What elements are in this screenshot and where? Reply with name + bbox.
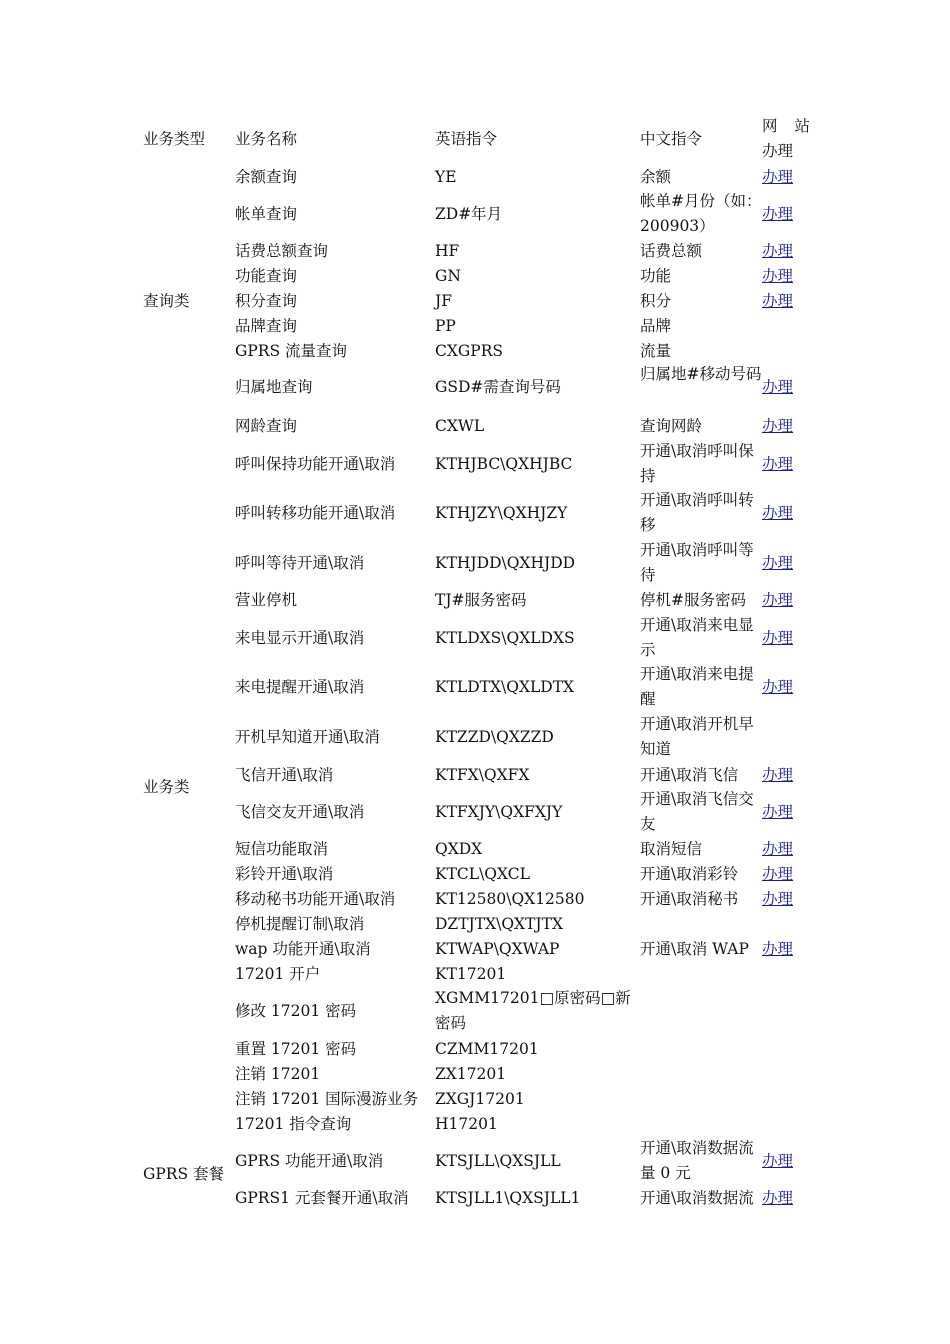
english-command: KTSJLL\QXSJLL <box>435 1152 561 1170</box>
english-command: PP <box>435 317 456 335</box>
handle-link[interactable]: 办理 <box>762 205 794 223</box>
chinese-command: 停机#服务密码 <box>640 591 746 609</box>
english-command: QXDX <box>435 840 483 858</box>
header-en: 英语指令 <box>435 130 498 148</box>
english-command: KTCL\QXCL <box>435 865 530 883</box>
header-cn: 中文指令 <box>640 130 703 148</box>
chinese-command: 话费总额 <box>640 242 703 260</box>
service-name: 积分查询 <box>235 292 298 310</box>
chinese-command: 查询网龄 <box>640 417 703 435</box>
handle-link[interactable]: 办理 <box>762 1189 794 1207</box>
english-command: YE <box>435 168 457 186</box>
chinese-command: 帐单#月份（如：200903） <box>640 192 762 235</box>
chinese-command: 开通\取消来电显示 <box>640 616 754 659</box>
handle-link[interactable]: 办理 <box>762 591 794 609</box>
category-label: GPRS 套餐 <box>143 1165 225 1183</box>
service-name: 彩铃开通\取消 <box>235 865 334 883</box>
service-name: GPRS 功能开通\取消 <box>235 1152 384 1170</box>
service-name: 帐单查询 <box>235 205 298 223</box>
handle-link[interactable]: 办理 <box>762 554 794 572</box>
service-name: 重置 17201 密码 <box>235 1040 357 1058</box>
chinese-command: 余额 <box>640 168 672 186</box>
chinese-command: 开通\取消来电提醒 <box>640 665 754 708</box>
service-name: 网龄查询 <box>235 417 298 435</box>
english-command: KT17201 <box>435 965 507 983</box>
chinese-command: 开通\取消彩铃 <box>640 865 739 883</box>
service-name: wap 功能开通\取消 <box>235 940 371 958</box>
service-name: 话费总额查询 <box>235 242 329 260</box>
chinese-command: 开通\取消数据流 <box>640 1189 754 1207</box>
english-command: KTHJBC\QXHJBC <box>435 455 573 473</box>
service-name: 来电提醒开通\取消 <box>235 678 365 696</box>
service-name: 注销 17201 国际漫游业务 <box>235 1090 419 1108</box>
header-web-line1: 网 站 <box>762 117 810 135</box>
service-name: 17201 开户 <box>235 965 321 983</box>
chinese-command: 开通\取消开机早知道 <box>640 715 754 758</box>
chinese-command: 取消短信 <box>640 840 703 858</box>
handle-link[interactable]: 办理 <box>762 890 794 908</box>
service-name: 注销 17201 <box>235 1065 321 1083</box>
english-command: TJ#服务密码 <box>435 591 527 609</box>
english-command: GSD#需查询号码 <box>435 378 561 396</box>
chinese-command: 开通\取消呼叫等待 <box>640 541 754 584</box>
handle-link[interactable]: 办理 <box>762 168 794 186</box>
chinese-command: 流量 <box>640 342 672 360</box>
category-label: 查询类 <box>143 292 190 310</box>
english-command: KTHJDD\QXHJDD <box>435 554 576 572</box>
service-name: 短信功能取消 <box>235 840 329 858</box>
category-label: 业务类 <box>143 778 190 796</box>
header-web <box>762 114 810 164</box>
english-command: KTFX\QXFX <box>435 766 530 784</box>
handle-link[interactable]: 办理 <box>762 455 794 473</box>
handle-link[interactable]: 办理 <box>762 292 794 310</box>
handle-link[interactable]: 办理 <box>762 766 794 784</box>
chinese-command: 开通\取消呼叫转移 <box>640 491 754 534</box>
service-name: GPRS 流量查询 <box>235 342 348 360</box>
english-command: H17201 <box>435 1115 498 1133</box>
header-web-line2: 办理 <box>762 142 794 160</box>
service-name: 呼叫等待开通\取消 <box>235 554 365 572</box>
header-name: 业务名称 <box>235 130 298 148</box>
handle-link[interactable]: 办理 <box>762 504 794 522</box>
handle-link[interactable]: 办理 <box>762 267 794 285</box>
handle-link[interactable]: 办理 <box>762 629 794 647</box>
chinese-command: 品牌 <box>640 317 672 335</box>
service-name: 来电显示开通\取消 <box>235 629 365 647</box>
service-name: 飞信交友开通\取消 <box>235 803 365 821</box>
chinese-command: 归属地#移动号码 <box>640 365 762 383</box>
service-name: 修改 17201 密码 <box>235 1002 357 1020</box>
english-command: XGMM17201□原密码□新密码 <box>435 989 631 1032</box>
service-name: 17201 指令查询 <box>235 1115 352 1133</box>
english-command: KTLDXS\QXLDXS <box>435 629 575 647</box>
english-command: ZD#年月 <box>435 205 503 223</box>
service-name: 呼叫保持功能开通\取消 <box>235 455 396 473</box>
chinese-command: 功能 <box>640 267 672 285</box>
handle-link[interactable]: 办理 <box>762 803 794 821</box>
chinese-command: 开通\取消秘书 <box>640 890 739 908</box>
chinese-command: 开通\取消飞信交友 <box>640 790 754 833</box>
english-command: HF <box>435 242 460 260</box>
english-command: CXGPRS <box>435 342 503 360</box>
chinese-command: 开通\取消数据流量 0 元 <box>640 1139 754 1182</box>
service-name: 停机提醒订制\取消 <box>235 915 365 933</box>
handle-link[interactable]: 办理 <box>762 1152 794 1170</box>
english-command: CXWL <box>435 417 485 435</box>
english-command: KTHJZY\QXHJZY <box>435 504 568 522</box>
handle-link[interactable]: 办理 <box>762 242 794 260</box>
english-command: KTZZD\QXZZD <box>435 728 554 746</box>
service-name: GPRS1 元套餐开通\取消 <box>235 1189 409 1207</box>
service-name: 开机早知道开通\取消 <box>235 728 380 746</box>
service-name: 品牌查询 <box>235 317 298 335</box>
handle-link[interactable]: 办理 <box>762 940 794 958</box>
english-command: KTFXJY\QXFXJY <box>435 803 563 821</box>
handle-link[interactable]: 办理 <box>762 378 794 396</box>
service-name: 移动秘书功能开通\取消 <box>235 890 396 908</box>
chinese-command: 开通\取消呼叫保持 <box>640 442 754 485</box>
chinese-command: 积分 <box>640 292 672 310</box>
english-command: GN <box>435 267 461 285</box>
english-command: KT12580\QX12580 <box>435 890 585 908</box>
english-command: ZX17201 <box>435 1065 507 1083</box>
chinese-command: 开通\取消飞信 <box>640 766 739 784</box>
english-command: KTLDTX\QXLDTX <box>435 678 575 696</box>
english-command: CZMM17201 <box>435 1040 539 1058</box>
service-name: 呼叫转移功能开通\取消 <box>235 504 396 522</box>
english-command: KTSJLL1\QXSJLL1 <box>435 1189 581 1207</box>
handle-link[interactable]: 办理 <box>762 840 794 858</box>
english-command: KTWAP\QXWAP <box>435 940 560 958</box>
english-command: DZTJTX\QXTJTX <box>435 915 564 933</box>
handle-link[interactable]: 办理 <box>762 865 794 883</box>
chinese-command: 开通\取消 WAP <box>640 940 749 958</box>
service-name: 归属地查询 <box>235 378 313 396</box>
handle-link[interactable]: 办理 <box>762 417 794 435</box>
service-name: 飞信开通\取消 <box>235 766 334 784</box>
service-name: 余额查询 <box>235 168 298 186</box>
english-command: JF <box>435 292 452 310</box>
header-type: 业务类型 <box>143 130 206 148</box>
handle-link[interactable]: 办理 <box>762 678 794 696</box>
service-name: 营业停机 <box>235 591 298 609</box>
english-command: ZXGJ17201 <box>435 1090 525 1108</box>
service-name: 功能查询 <box>235 267 298 285</box>
